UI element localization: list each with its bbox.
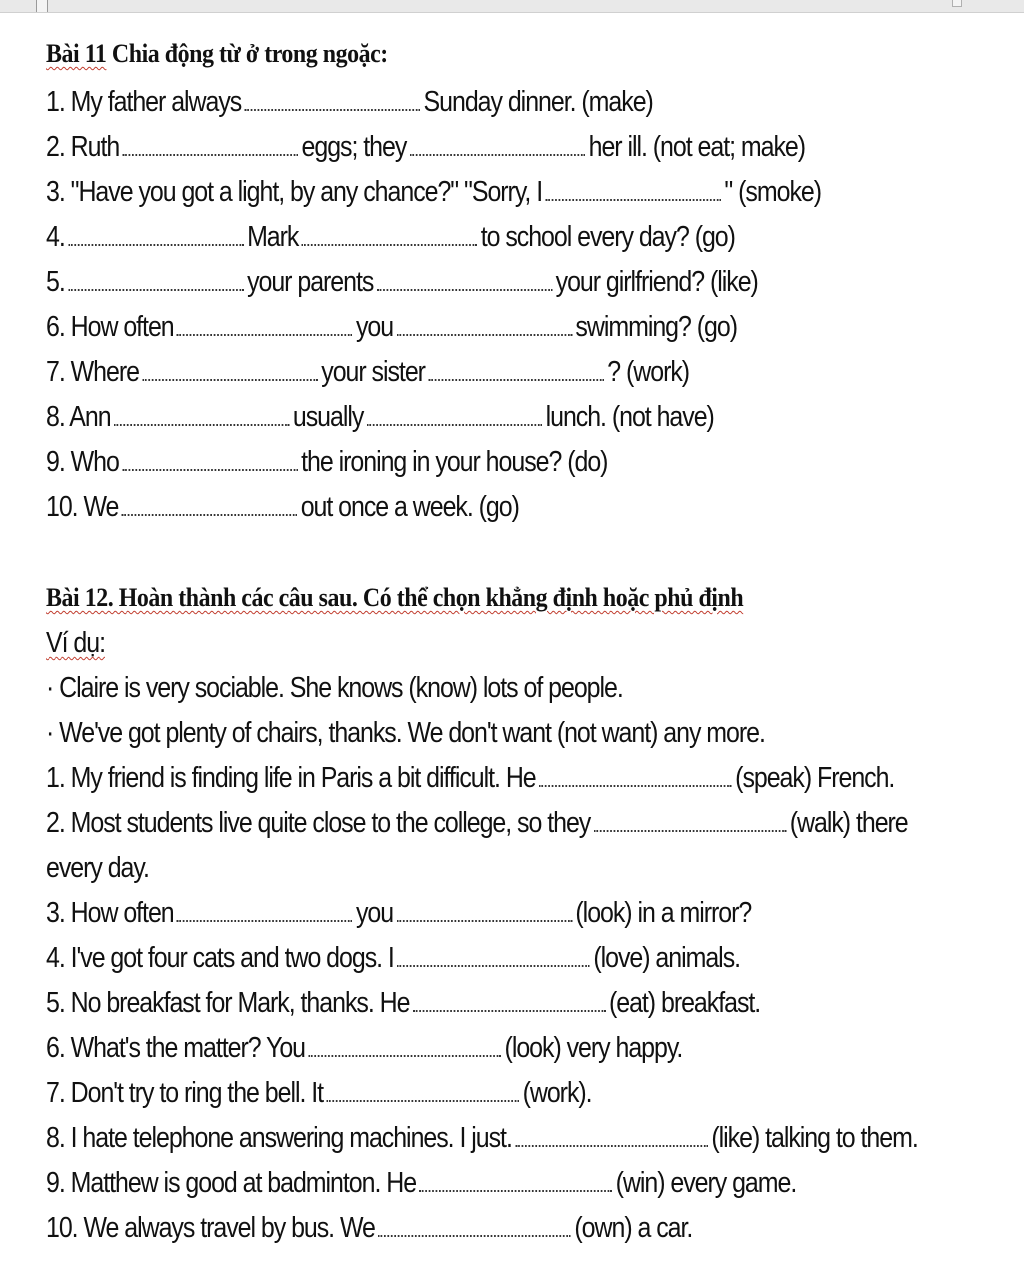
ex12-title [46,580,743,616]
ex11-item-2-text-b: eggs; they [301,131,407,163]
answer-blank[interactable] [515,1139,708,1147]
ex11-item-5-text-c: your girlfriend? (like) [555,266,758,298]
ex11-item-5-text-a: 5. [46,266,65,298]
ex11-item-1-text-b: Sunday dinner. (make) [423,86,653,118]
ex12-item-8 [46,1120,918,1156]
ex11-item-4-text-c: to school every day? (go) [480,221,735,253]
ex12-item-6-text-b: (look) very happy. [504,1032,683,1064]
ex12-example-2-text: · We've got plenty of chairs, thanks. We don't want (not want) any more. [46,717,765,749]
answer-blank[interactable] [378,1229,571,1237]
ex11-title-prefix: Bài 11 [46,39,107,68]
ex12-item-2-text-a: 2. Most students live quite close to the college, so they [46,807,591,839]
ex11-item-8-text-c: lunch. (not have) [545,401,714,433]
answer-blank[interactable] [177,328,352,336]
ex12-item-3-text-a: 3. How often [46,897,174,929]
ex12-title-text: Bài 12. Hoàn thành các câu sau. Có thể chọn khẳng định hoặc phủ định [46,583,744,612]
ruler-marker-left [36,0,48,12]
answer-blank[interactable] [420,1184,613,1192]
window-top-bar [0,0,1024,13]
ex12-item-1 [46,760,894,796]
ex12-item-4-text-b: (love) animals. [593,942,741,974]
ex12-item-5-text-a: 5. No breakfast for Mark, thanks. He [46,987,410,1019]
ex12-item-10 [46,1210,692,1246]
answer-blank[interactable] [142,373,317,381]
ex12-example-label-text: Ví dụ: [46,627,105,659]
ex11-item-3 [46,174,821,210]
ex11-item-9-text-b: the ironing in your house? (do) [301,446,608,478]
answer-blank[interactable] [397,914,572,922]
ex11-item-9-text-a: 9. Who [46,446,119,478]
ex11-title-rest: Chia động từ ở trong ngoặc: [111,39,388,68]
ex12-item-3 [46,895,751,931]
answer-blank[interactable] [539,779,732,787]
ex12-item-8-text-a: 8. I hate telephone answering machines. I just. [46,1122,512,1154]
answer-blank[interactable] [397,959,590,967]
answer-blank[interactable] [397,328,572,336]
ex11-item-10 [46,489,519,525]
ex12-item-2 [46,805,908,841]
answer-blank[interactable] [68,283,243,291]
ex12-item-5-text-b: (eat) breakfast. [608,987,761,1019]
ex12-item-2-continued [46,850,149,886]
ex11-item-1 [46,84,653,120]
ex11-item-7-text-a: 7. Where [46,356,139,388]
answer-blank[interactable] [546,193,721,201]
ex11-item-7 [46,354,689,390]
ex12-example-label [46,625,105,661]
ex11-item-1-text-a: 1. My father always [46,86,242,118]
ex12-item-10-text-a: 10. We always travel by bus. We [46,1212,375,1244]
ex12-item-2-continued-text: every day. [46,852,149,884]
ex12-item-4 [46,940,740,976]
ex12-item-7-text-a: 7. Don't try to ring the bell. It [46,1077,324,1109]
ex12-item-8-text-b: (like) talking to them. [711,1122,918,1154]
ex11-item-5 [46,264,758,300]
ex11-item-2 [46,129,805,165]
ex12-item-3-text-c: (look) in a mirror? [575,897,752,929]
ex11-item-6-text-a: 6. How often [46,311,174,343]
ex12-item-5 [46,985,760,1021]
answer-blank[interactable] [308,1049,501,1057]
ex11-item-8-text-b: usually [292,401,364,433]
ex11-item-6-text-b: you [355,311,394,343]
ex12-item-9-text-a: 9. Matthew is good at badminton. He [46,1167,417,1199]
answer-blank[interactable] [122,463,297,471]
ex11-item-7-text-c: ? (work) [607,356,690,388]
ex11-item-2-text-c: her ill. (not eat; make) [588,131,806,163]
answer-blank[interactable] [177,914,352,922]
ex12-item-7 [46,1075,592,1111]
ex11-item-9 [46,444,607,480]
ex11-item-10-text-b: out once a week. (go) [300,491,519,523]
ruler-marker-right [952,0,962,7]
ex11-item-10-text-a: 10. We [46,491,119,523]
ex12-example-1-text: · Claire is very sociable. She knows (know) lots of people. [46,672,623,704]
ex12-item-6 [46,1030,682,1066]
ex11-item-7-text-b: your sister [321,356,425,388]
ex12-item-6-text-a: 6. What's the matter? You [46,1032,306,1064]
ex11-item-2-text-a: 2. Ruth [46,131,120,163]
ex12-item-2-text-b: (walk) there [789,807,908,839]
ex12-item-4-text-a: 4. I've got four cats and two dogs. I [46,942,394,974]
answer-blank[interactable] [122,508,297,516]
ex11-item-6 [46,309,737,345]
answer-blank[interactable] [410,148,585,156]
answer-blank[interactable] [245,103,420,111]
answer-blank[interactable] [302,238,477,246]
answer-blank[interactable] [377,283,552,291]
ex11-item-8 [46,399,714,435]
ex11-item-4-text-a: 4. [46,221,65,253]
answer-blank[interactable] [123,148,298,156]
ex11-item-4-text-b: Mark [247,221,299,253]
answer-blank[interactable] [594,824,787,832]
ex12-example-2 [46,715,765,751]
answer-blank[interactable] [428,373,603,381]
ex12-item-7-text-b: (work). [522,1077,592,1109]
answer-blank[interactable] [114,418,289,426]
ex12-example-1 [46,670,623,706]
ex11-item-6-text-c: swimming? (go) [575,311,737,343]
ex12-item-1-text-b: (speak) French. [735,762,895,794]
answer-blank[interactable] [367,418,542,426]
ex12-item-9 [46,1165,796,1201]
answer-blank[interactable] [413,1004,606,1012]
answer-blank[interactable] [327,1094,520,1102]
ex12-item-3-text-b: you [355,897,394,929]
ex11-item-3-text-b: " (smoke) [724,176,821,208]
ex12-item-1-text-a: 1. My friend is finding life in Paris a bit difficult. He [46,762,536,794]
ex11-item-3-text-a: 3. "Have you got a light, by any chance?" "Sorry, I [46,176,543,208]
ex11-item-8-text-a: 8. Ann [46,401,111,433]
ex11-title [46,36,388,72]
ex12-item-9-text-b: (win) every game. [615,1167,797,1199]
ex12-item-10-text-b: (own) a car. [574,1212,693,1244]
answer-blank[interactable] [68,238,243,246]
ex11-item-5-text-b: your parents [247,266,374,298]
ex11-item-4 [46,219,735,255]
